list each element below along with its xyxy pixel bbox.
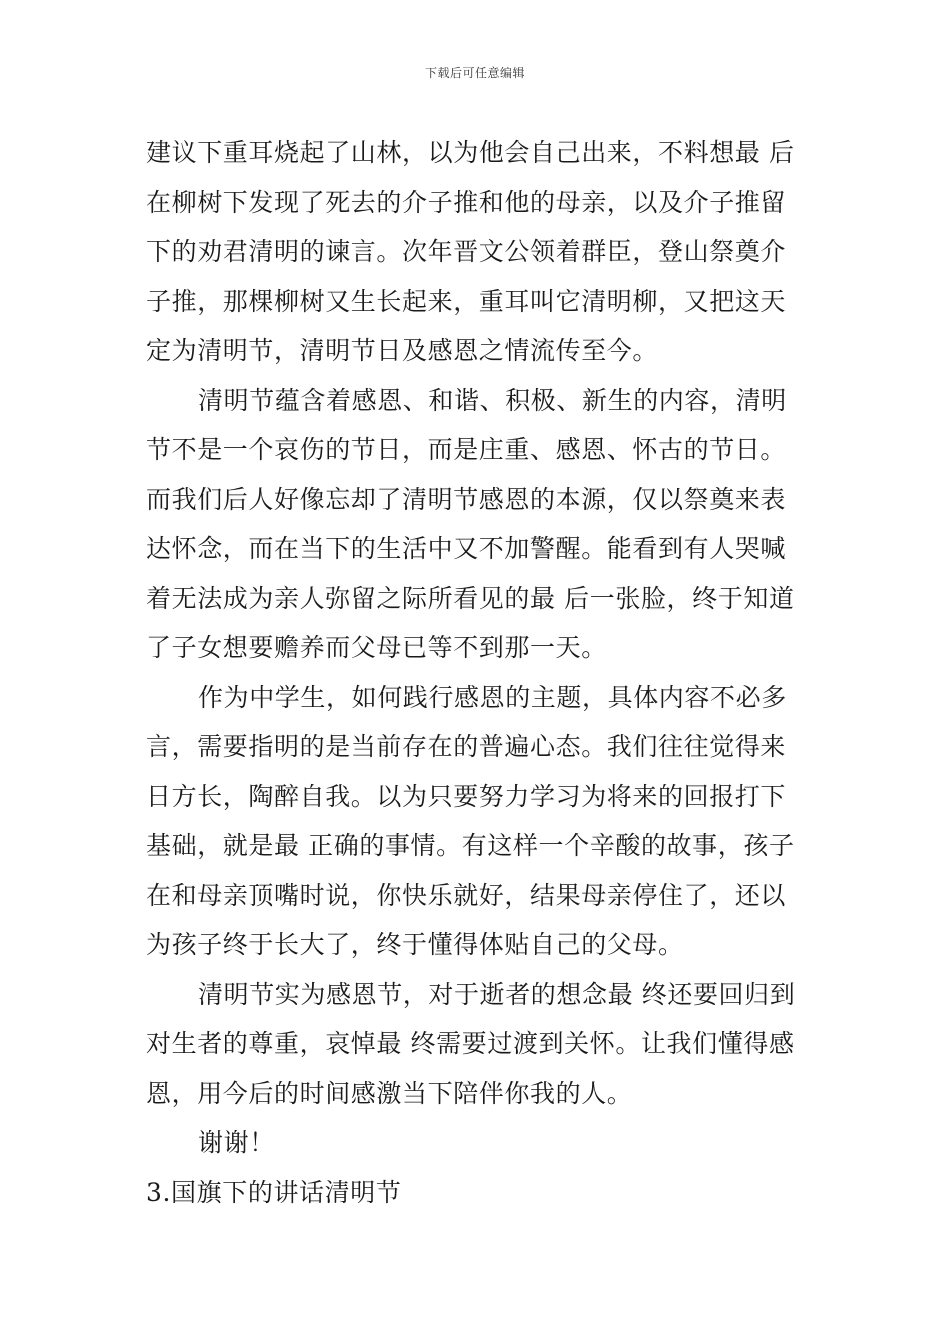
text-line: 达怀念，而在当下的生活中又不加警醒。能看到有人哭喊 — [146, 534, 787, 563]
text-line: 了子女想要赡养而父母已等不到那一天。 — [146, 633, 607, 662]
text-line: 对生者的尊重，哀悼最 终需要过渡到关怀。让我们懂得感 — [146, 1029, 795, 1058]
text-line: 恩，用今后的时间感激当下陪伴你我的人。 — [146, 1078, 633, 1108]
text-line: 子推，那棵柳树又生长起来，重耳叫它清明柳，又把这天 — [146, 286, 787, 316]
text-line: 为孩子终于长大了，终于懂得体贴自己的父母。 — [146, 930, 684, 959]
text-line: 基础，就是最 正确的事情。有这样一个辛酸的故事，孩子 — [146, 831, 795, 860]
page-header-note: 下载后可任意编辑 — [424, 66, 525, 80]
paragraph-start-line: 清明节实为感恩节，对于逝者的想念最 终还要回归到 — [198, 979, 796, 1009]
text-line: 建议下重耳烧起了山林，以为他会自己出来，不料想最 后 — [146, 138, 795, 167]
paragraph-start-line: 作为中学生，如何践行感恩的主题，具体内容不必多 — [198, 682, 787, 712]
text-line: 日方长，陶醉自我。以为只要努力学习为将来的回报打下 — [146, 781, 787, 811]
section-heading: 3.国旗下的讲话清明节 — [146, 1177, 402, 1207]
text-line: 而我们后人好像忘却了清明节感恩的本源，仅以祭奠来表 — [146, 484, 787, 514]
text-line: 定为清明节，清明节日及感恩之情流传至今。 — [146, 336, 659, 365]
text-line: 节不是一个哀伤的节日，而是庄重、感恩、怀古的节日。 — [146, 435, 787, 464]
text-line: 言，需要指明的是当前存在的普遍心态。我们往往觉得来 — [146, 732, 787, 761]
closing-thanks: 谢谢！ — [198, 1128, 275, 1157]
text-line: 在和母亲顶嘴时说，你快乐就好，结果母亲停住了，还以 — [146, 880, 787, 910]
text-line: 着无法成为亲人弥留之际所看见的最 后一张脸，终于知道 — [146, 583, 795, 613]
paragraph-start-line: 清明节蕴含着感恩、和谐、积极、新生的内容，清明 — [198, 385, 787, 415]
text-line: 下的劝君清明的谏言。次年晋文公领着群臣，登山祭奠介 — [146, 237, 787, 266]
text-line: 在柳树下发现了死去的介子推和他的母亲，以及介子推留 — [146, 187, 787, 217]
body-text — [146, 128, 814, 1217]
